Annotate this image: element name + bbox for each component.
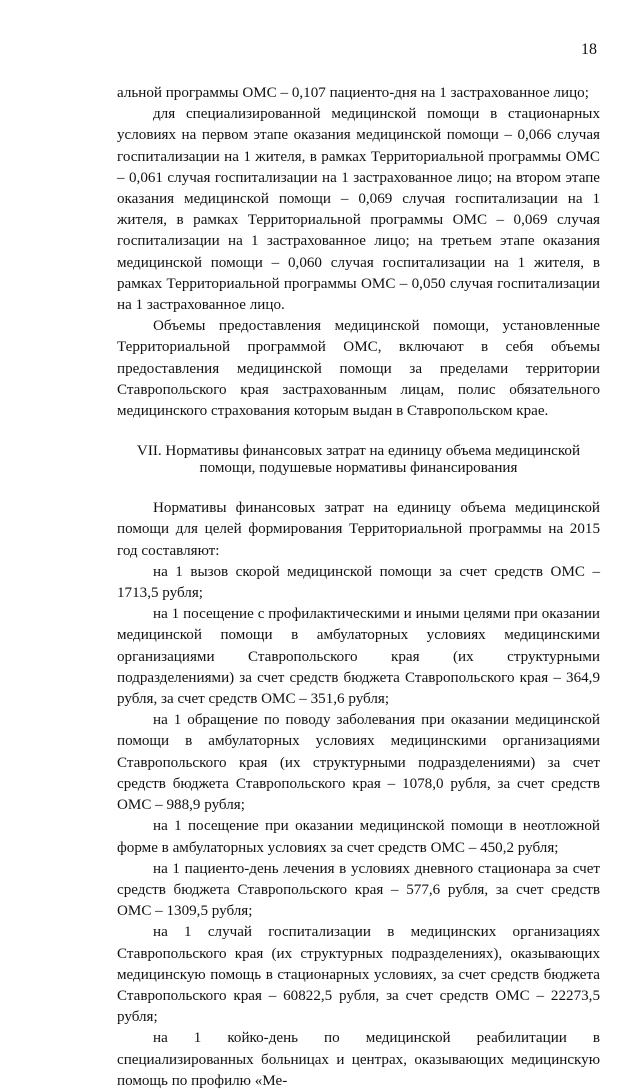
paragraph-volumes: Объемы предоставления медицинской помощи, установленные Территориальной программой ОМС, включают в себя объемы предоставления медицинской помощи за пределами территории Ставропольского края застрахованным лицам, полис обязательного медицинского страхования которым выдан в Ставропольском крае. bbox=[117, 318, 600, 420]
section-heading: VII. Нормативы финансовых затрат на единицу объема медицинской помощи, подушевые нормативы финансирования bbox=[136, 443, 581, 477]
document-body bbox=[117, 83, 600, 1092]
list-item: на 1 обращение по поводу заболевания при оказании медицинской помощи в амбулаторных условиях медицинскими организациями Ставропольского края (их структурными подразделениями) за счет средств бюджета Ставропольского края – 1078,0 рубля, за счет средств ОМС – 988,9 рубля; bbox=[117, 712, 600, 814]
list-item: на 1 посещение с профилактическими и иными целями при оказании медицинской помощи в амбулаторных условиях медицинскими организациями Ставропольского края (их структурными подразделениями) за счет средств бюджета Ставропольского края – 364,9 рубля, за счет средств ОМС – 351,6 рубля; bbox=[117, 606, 600, 708]
page-number: 18 bbox=[581, 41, 597, 58]
list-item: на 1 вызов скорой медицинской помощи за счет средств ОМС – 1713,5 рубля; bbox=[117, 563, 600, 602]
section-intro: Нормативы финансовых затрат на единицу объема медицинской помощи для целей формирования Территориальной программы на 2015 год составляют: bbox=[117, 500, 600, 559]
list-item: на 1 посещение при оказании медицинской помощи в неотложной форме в амбулаторных условиях за счет средств ОМС – 450,2 рубля; bbox=[117, 818, 600, 856]
paragraph-continuation: альной программы ОМС – 0,107 пациенто-дня на 1 застрахованное лицо; bbox=[117, 85, 589, 101]
paragraph-specialized-care: для специализированной медицинской помощи в стационарных условиях на первом этапе оказания медицинской помощи – 0,066 случая госпитализации на 1 жителя, в рамках Территориальной программы ОМС – 0,061 случая госпитализации на 1 застрахованное лицо; на втором этапе оказания медицинской помощи – 0,069 случая госпитализации на 1 жителя, в рамках Территориальной программы ОМС – 0,069 случая госпитализации на 1 застрахованное лицо; на третьем этапе оказания медицинской помощи – 0,060 случая госпитализации на 1 жителя, в рамках Территориальной программы ОМС – 0,050 случая госпитализации на 1 застрахованное лицо. bbox=[117, 106, 600, 314]
list-item: на 1 койко-день по медицинской реабилитации в специализированных больницах и центрах, оказывающих медицинскую помощь по профилю «Ме- bbox=[117, 1030, 600, 1089]
list-item: на 1 случай госпитализации в медицинских организациях Ставропольского края (их структурных подразделениях), оказывающих медицинскую помощь в стационарных условиях, за счет средств бюджета Ставропольского края – 60822,5 рубля, за счет средств ОМС – 22273,5 рубля; bbox=[117, 924, 600, 1026]
list-item: на 1 пациенто-день лечения в условиях дневного стационара за счет средств бюджета Ставропольского края – 577,6 рубля, за счет средств ОМС – 1309,5 рубля; bbox=[117, 860, 600, 920]
